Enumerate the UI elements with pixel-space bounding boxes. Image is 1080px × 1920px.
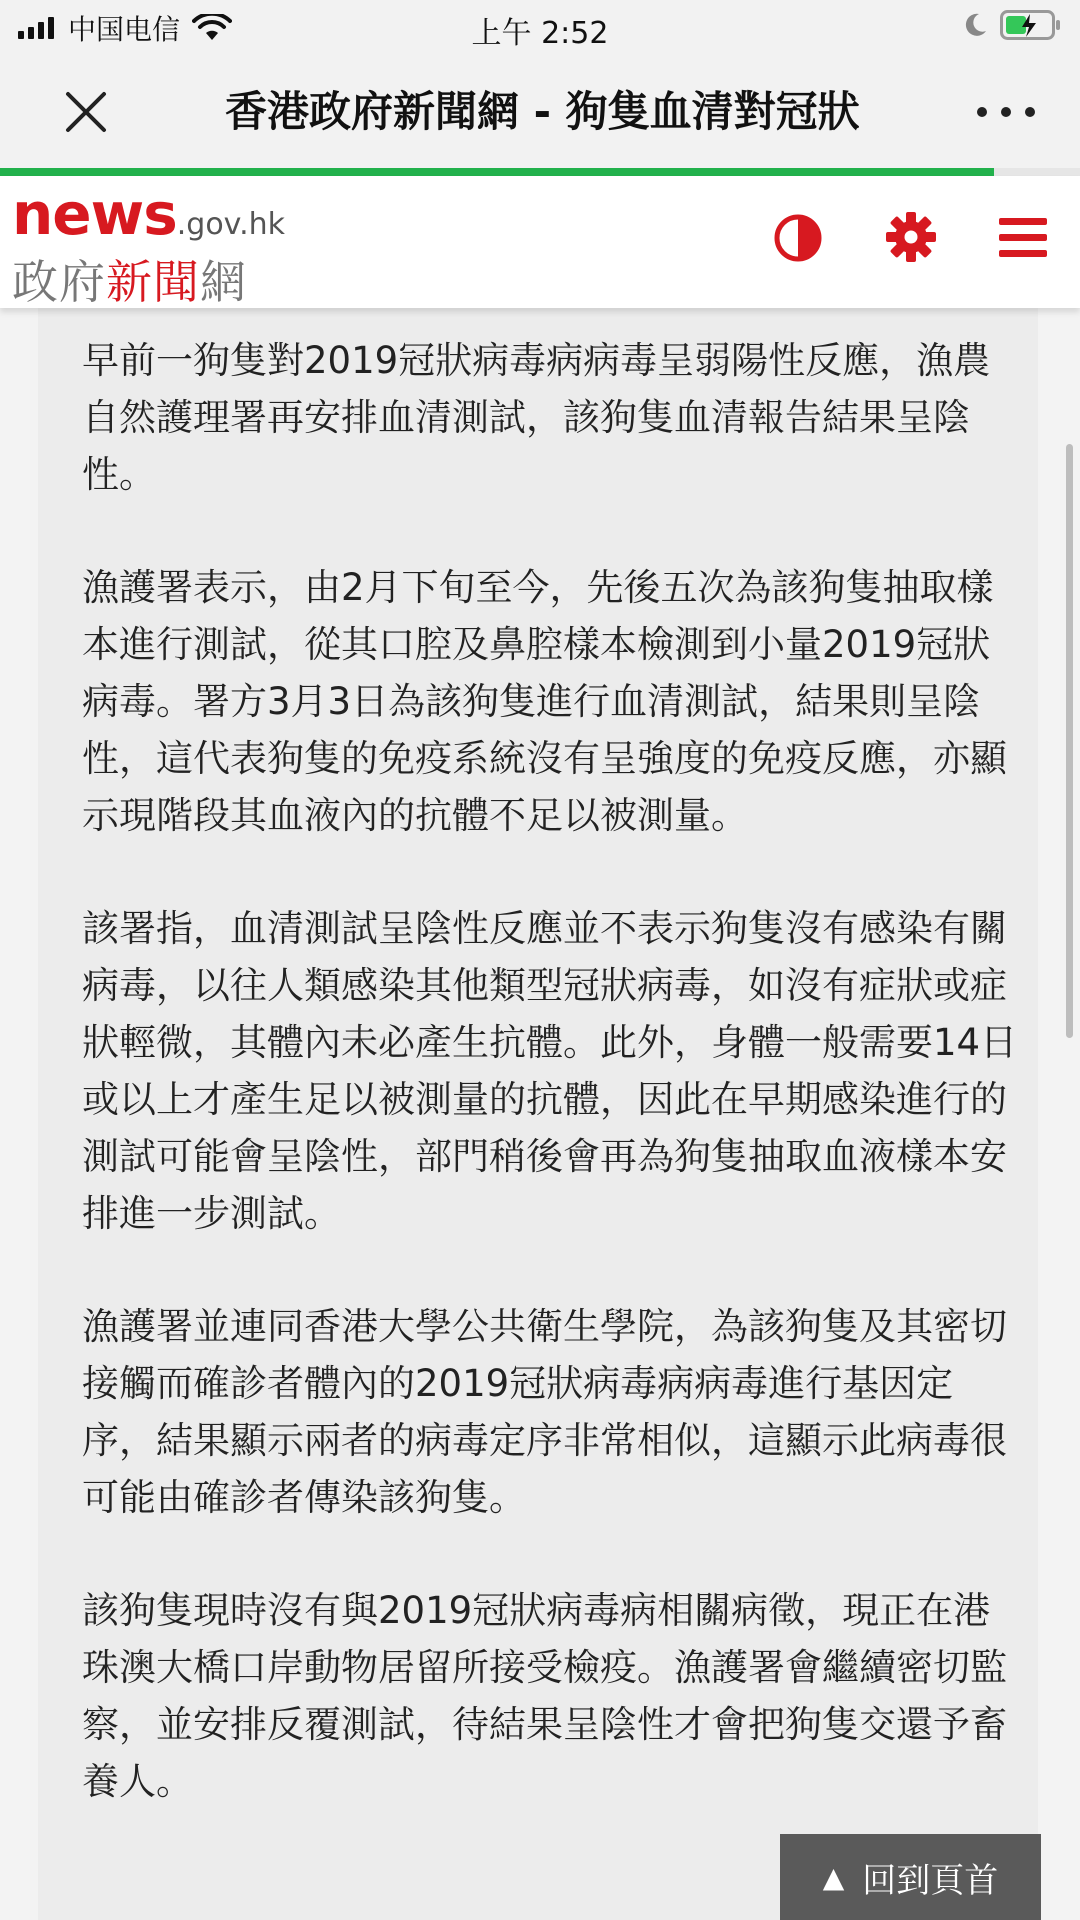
site-header [0, 176, 1080, 308]
status-right [962, 10, 1062, 40]
back-to-top-label: 回到頁首 [862, 1860, 999, 1901]
site-logo[interactable] [12, 180, 286, 309]
article-paragraph: 漁護署表示，由2月下旬至今，先後五次為該狗隻抽取樣本進行測試，從其口腔及鼻腔樣本檢測到小量2019冠狀病毒。署方3月3日為該狗隻進行血清測試，結果則呈陰性，這代表狗隻的免疫系統沒有呈強度的免疫反應，亦顯示現階段其血液內的抗體不足以被測量。 [82, 566, 1007, 837]
moon-icon [962, 12, 988, 38]
up-arrow-icon: ▲ [822, 1860, 845, 1894]
contrast-icon[interactable] [772, 212, 824, 264]
close-icon[interactable] [60, 86, 112, 138]
article-body [82, 332, 1022, 1866]
article-paragraph: 該狗隻現時沒有與2019冠狀病毒病相關病徵，現正在港珠澳大橋口岸動物居留所接受檢疫。漁護署會繼續密切監察，並安排反覆測試，待結果呈陰性才會把狗隻交還予畜養人。 [82, 1589, 1007, 1803]
gear-icon[interactable] [884, 210, 938, 264]
article-paragraph: 該署指，血清測試呈陰性反應並不表示狗隻沒有感染有關病毒，以往人類感染其他類型冠狀病毒，如沒有症狀或症狀輕微，其體內未必產生抗體。此外，身體一般需要14日或以上才產生足以被測量的抗體，因此在早期感染進行的測試可能會呈陰性，部門稍後會再為狗隻抽取血液樣本安排進一步測試。 [82, 907, 1018, 1235]
back-to-top-button[interactable] [780, 1834, 1041, 1920]
more-icon[interactable] [972, 98, 1040, 126]
article-paragraph: 漁護署並連同香港大學公共衛生學院，為該狗隻及其密切接觸而確診者體內的2019冠狀病毒病病毒進行基因定序，結果顯示兩者的病毒定序非常相似，這顯示此病毒很可能由確診者傳染該狗隻。 [82, 1305, 1007, 1519]
progress-fill [0, 168, 994, 176]
article-panel [38, 308, 1038, 1920]
page-load-progress [0, 168, 1080, 176]
battery-icon [1000, 10, 1062, 40]
carrier-name: 中国电信 [68, 13, 181, 46]
menu-icon[interactable] [996, 214, 1050, 262]
browser-title-bar [0, 56, 1080, 168]
article-paragraph: 早前一狗隻對2019冠狀病毒病病毒呈弱陽性反應，漁農自然護理署再安排血清測試，該狗隻血清報告結果呈陰性。 [82, 339, 991, 496]
logo-wordmark: news.gov.hk [12, 180, 286, 248]
page-title: 香港政府新聞網 - 狗隻血清對冠狀 [225, 87, 860, 136]
logo-chinese: 政府新聞網 [12, 255, 247, 309]
scrollbar[interactable] [1066, 444, 1073, 1038]
status-bar [0, 0, 1080, 56]
status-time: 上午 2:52 [471, 16, 609, 51]
